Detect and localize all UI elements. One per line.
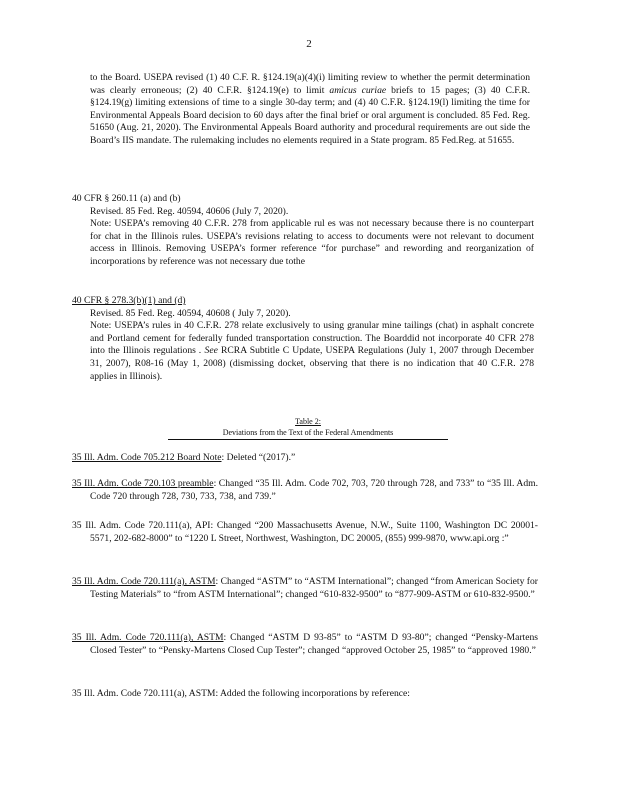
entry-heading: 40 CFR § 260.11 (a) and (b) <box>72 193 181 204</box>
amendment-text: : Changed “ASTM D 93-85” to “ASTM D 93-80”; changed “Pensky-Martens Closed Tester” to “Pensky-Martens Closed Cup Tester”; changed “approved October 25, 1985” to “approved 1980.” <box>90 632 538 656</box>
amendment-item <box>72 576 538 601</box>
amendment-cite: 35 Ill. Adm. Code 720.111(a), API <box>72 520 211 531</box>
entry-note-a: Note: USEPA’s rules in 40 C.F.R. 278 relate exclusively to using granular mine tailings (chat) in asphalt concrete and Portland cement for federally funded transportation construction. The Boarddid not incorporate 40 CFR 278 into the Illinois regulations <box>90 320 534 357</box>
amendment-text: : Added the following incorporations by reference: <box>215 688 410 699</box>
amendment-item <box>72 688 538 701</box>
amendment-item <box>72 632 538 657</box>
amendment-cite: 35 Ill. Adm. Code 720.111(a), ASTM <box>72 688 216 699</box>
continuation-text-a: to the Board. USEPA revised (1) 40 C.F. R. §124.19(a)(4)(i) limiting review to whether the permit determination was clearly erroneous; (2) 40 C.F.R. §124.19(e) to limit <box>90 72 530 96</box>
table-title: Deviations from the Text of the Federal Amendments <box>168 427 448 440</box>
table-label: Table 2: <box>295 417 321 426</box>
amendment-cite: 35 Ill. Adm. Code 720.111(a), ASTM <box>72 632 224 643</box>
amendment-cite: 35 Ill. Adm. Code 720.111(a), ASTM <box>72 576 216 587</box>
amendment-text: : Deleted “(2017).” <box>221 452 296 463</box>
entry-revised: Revised. 85 Fed. Reg. 40594, 40606 (July 7, 2020). <box>90 205 289 217</box>
entry-note: Note: USEPA’s removing 40 C.F.R. 278 from applicable rul es was not necessary because there is no counterpart for chat in the Illinois rules. USEPA’s revisions relating to access to documents were not relevant to document access in Illinois. Removing USEPA’s former reference “for purchase” and rewording and reorganization of incorporations by reference was not necessary due tothe <box>90 218 534 267</box>
amendment-cite: 35 Ill. Adm. Code 705.212 Board Note <box>72 452 222 463</box>
entry-note-see: . See <box>199 345 218 357</box>
continuation-text-b: briefs to 15 pages; (3) 40 C.F.R. §124.19(g) limiting extensions of time to a single 30-day term; and (4) 40 C.F.R. §124.19(l) limiting the time for Environmental Appeals Board decision to 60 days after the final brief or oral argument is concluded. 85 Fed. Reg. 51650 (Aug. 21, 2020). The Environmental Appeals Board authority and procedural requirements are out side the Board’s IIS mandate. The rulemaking includes no elements required in a State program. 85 Fed.Reg. at 51655. <box>90 84 531 146</box>
continuation-paragraph <box>90 72 530 148</box>
amendment-item <box>72 520 538 545</box>
entry-heading: 40 CFR § 278.3(b)(1) and (d) <box>72 295 186 306</box>
page-number: 2 <box>306 38 312 50</box>
amendment-text: : Changed “200 Massachusetts Avenue, N.W., Suite 1100, Washington DC 20001-5571, 202-682-8000” to “1220 L Street, Northwest, Washington, DC 20005, (855) 999-9870, www.api.org :” <box>90 520 538 544</box>
entry-note-b: RCRA Subtitle C Update, USEPA Regulations (July 1, 2007 through December 31, 2007), R08-16 (May 1, 2008) (dismissing docket, observing that there is no indication that 40 C.F.R. 278 applies in Illinois). <box>90 345 534 382</box>
entry-note <box>90 320 534 383</box>
amendment-text: : Changed “ASTM” to “ASTM International”; changed “from American Society for Testing Materials” to “from ASTM International”; changed “610-832-9500” to “877-909-ASTM or 610-832-9500.” <box>90 576 538 600</box>
amendment-cite: 35 Ill. Adm. Code 720.103 preamble <box>72 478 214 489</box>
amendment-text: : Changed “35 Ill. Adm. Code 702, 703, 720 through 728, and 733” to “35 Ill. Adm. Code 720 through 728, 730, 733, 738, and 739.” <box>90 478 538 502</box>
amendment-item <box>72 478 538 503</box>
amendment-item <box>72 452 538 465</box>
continuation-italic: amicus curiae <box>329 84 387 96</box>
entry-260-11 <box>72 193 534 269</box>
table-caption <box>168 416 448 440</box>
entry-278-3 <box>72 295 534 383</box>
entry-revised: Revised. 85 Fed. Reg. 40594, 40608 ( July 7, 2020). <box>90 307 291 319</box>
